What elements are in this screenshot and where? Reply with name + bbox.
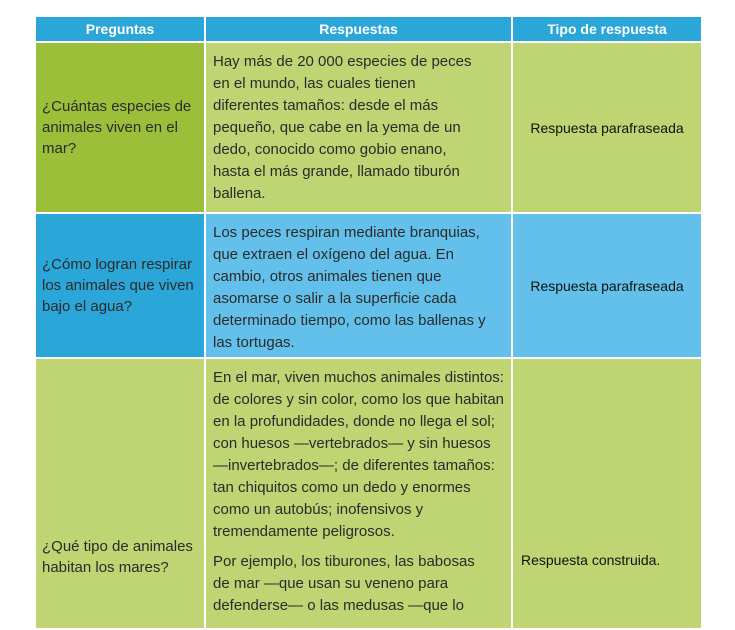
type-text: Respuesta construida. <box>521 552 661 568</box>
header-tipo-respuesta: Tipo de respuesta <box>513 17 701 43</box>
question-text: ¿Qué tipo de animales habitan los mares? <box>42 538 193 576</box>
question-text: ¿Cómo logran respirar los animales que viven bajo el agua? <box>42 256 194 315</box>
questions-table <box>36 17 701 630</box>
type-text: Respuesta parafraseada <box>530 277 684 294</box>
header-preguntas: Preguntas <box>36 17 206 43</box>
question-cell <box>36 43 206 214</box>
header-respuestas: Respuestas <box>206 17 513 43</box>
answer-text: Hay más de 20 000 especies de peces en el mundo, las cuales tienen diferentes tamaños: desde el más pequeño, que cabe en la yema de un dedo, conocido como gobio enano, hasta el más grande, llamado tiburón ballena. <box>213 53 472 202</box>
type-cell <box>513 359 701 630</box>
question-text: ¿Cuántas especies de animales viven en el mar? <box>42 98 192 157</box>
type-cell <box>513 43 701 214</box>
answer-text: Los peces respiran mediante branquias, que extraen el oxígeno del agua. En cambio, otros animales tienen que asomarse o salir a la superficie cada determinado tiempo, como las ballenas y las tortugas. <box>213 224 486 351</box>
answer-text: En el mar, viven muchos animales distintos: de colores y sin color, como los que habitan en la profundidades, donde no llega el sol; con huesos —vertebrados— y sin huesos —invertebrados—; de diferentes tamaños: tan chiquitos como un dedo y enormes como un autobús; inofensivos y tremendamente peligrosos. <box>213 369 504 540</box>
question-cell <box>36 359 206 630</box>
type-cell <box>513 214 701 359</box>
answer-cell <box>206 214 513 359</box>
type-text: Respuesta parafraseada <box>530 119 684 136</box>
answer-cell <box>206 43 513 214</box>
answer-cell <box>206 359 513 630</box>
question-cell <box>36 214 206 359</box>
answer-text-continued: Por ejemplo, los tiburones, las babosas de mar —que usan su veneno para defenderse— o las medusas —que lo <box>213 553 475 614</box>
